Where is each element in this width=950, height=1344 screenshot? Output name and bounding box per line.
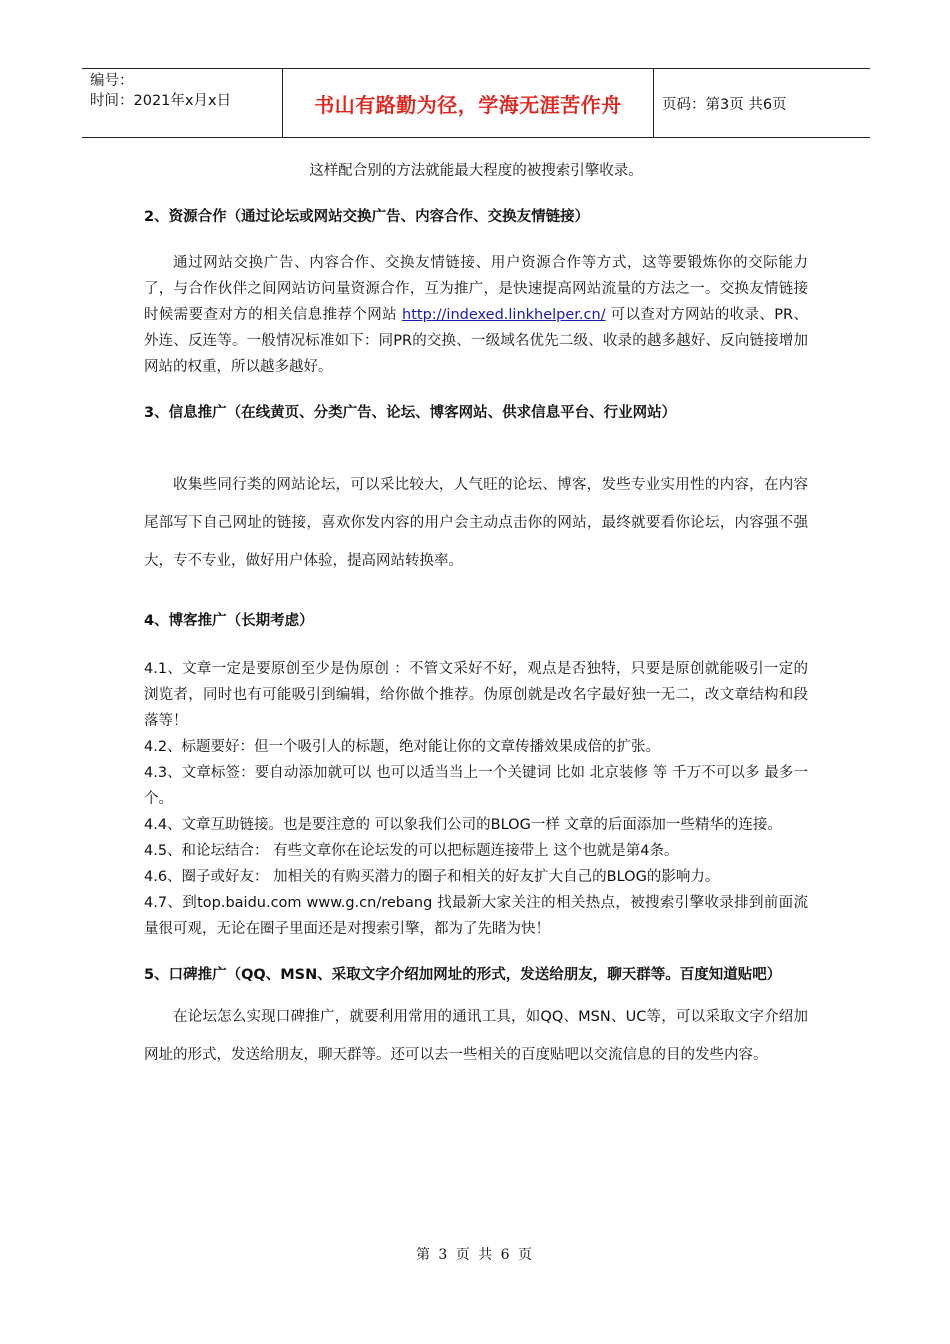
header-page-info: 页码：第3页 共6页 [662,96,787,113]
header-meta [82,69,282,137]
list-item: 4.4、文章互助链接。也是要注意的 可以象我们公司的BLOG一样 文章的后面添加一些精华的连接。 [144,817,782,833]
page-header [82,68,870,138]
linkhelper-link[interactable]: http://indexed.linkhelper.cn/ [402,307,606,323]
list-item: 4.6、圈子或好友： 加相关的有购买潜力的圈子和相关的好友扩大自己的BLOG的影响力。 [144,869,720,885]
page-footer: 第 3 页 共 6 页 [415,1247,535,1263]
section2-text-after: 可以查对方网站的收录、PR、外连、反连等。一般情况标准如下：同PR的交换、一级域名优先二级、收录的越多越好、反向链接增加网站的权重，所以越多越好。 [144,307,809,375]
section3-paragraph: 收集些同行类的网站论坛，可以采比较大，人气旺的论坛、博客，发些专业实用性的内容，在内容尾部写下自己网址的链接，喜欢你发内容的用户会主动点击你的网站，最终就要看你论坛，内容强不强大，专不专业，做好用户体验，提高网站转换率。 [144,477,808,569]
number-label: 编号： [90,73,134,89]
list-item: 4.1、文章一定是要原创至少是伪原创 ：不管文采好不好，观点是否独特，只要是原创就能吸引一定的浏览者，同时也有可能吸引到编辑，给你做个推荐。伪原创就是改名字最好独一无二，改文章结构和段落等！ [144,661,808,729]
list-item: 4.3、文章标签：要自动添加就可以 也可以适当当上一个关键词 比如 北京装修 等 千万不可以多 最多一个。 [144,765,808,807]
section4-list [144,656,808,942]
list-item: 4.2、标题要好：但一个吸引人的标题，绝对能让你的文章传播效果成倍的扩张。 [144,739,661,755]
section3-heading: 3、信息推广（在线黄页、分类广告、论坛、博客网站、供求信息平台、行业网站） [144,405,677,421]
document-body [144,156,808,1074]
section2-paragraph [144,250,808,380]
header-motto: 书山有路勤为径，学海无涯苦作舟 [282,69,654,137]
time-label: 时间：2021年x月x日 [90,93,232,109]
section4-heading: 4、博客推广（长期考虑） [144,613,314,629]
section5-paragraph: 在论坛怎么实现口碑推广，就要利用常用的通讯工具，如QQ、MSN、UC等，可以采取文字介绍加网址的形式，发送给朋友，聊天群等。还可以去一些相关的百度贴吧以交流信息的目的发些内容。 [144,1009,808,1063]
intro-line: 这样配合别的方法就能最大程度的被搜索引擎收录。 [309,163,643,179]
list-item: 4.5、和论坛结合： 有些文章你在论坛发的可以把标题连接带上 这个也就是第4条。 [144,843,679,859]
section5-heading: 5、口碑推广（QQ、MSN、采取文字介绍加网址的形式，发送给朋友，聊天群等。百度知道贴吧） [144,967,782,983]
section2-text-before: 通过网站交换广告、内容合作、交换友情链接、用户资源合作等方式，这等要锻炼你的交际能力了，与合作伙伴之间网站访问量资源合作，互为推广，是快速提高网站流量的方法之一。交换友情链接时候需要查对方的相关信息推荐个网站 [144,255,808,323]
list-item: 4.7、到top.baidu.com www.g.cn/rebang 找最新大家关注的相关热点，被搜索引擎收录排到前面流量很可观，无论在圈子里面还是对搜索引擎，都为了先睹为快！ [144,895,808,937]
section2-heading: 2、资源合作（通过论坛或网站交换广告、内容合作、交换友情链接） [144,209,590,225]
